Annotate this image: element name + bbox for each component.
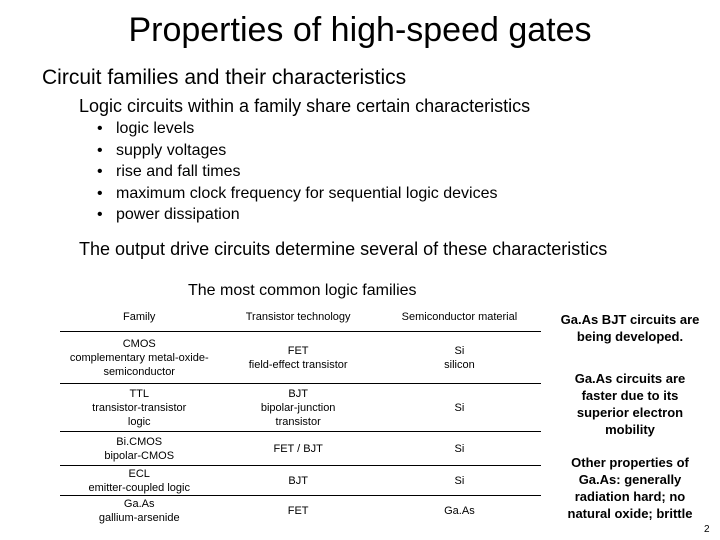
- cell-line: TTL: [129, 387, 149, 400]
- cell-line: transistor: [275, 415, 321, 428]
- cell-line: FET: [287, 504, 309, 517]
- material-cell: [378, 384, 541, 432]
- heading-circuit-families: Circuit families and their characteristics: [42, 66, 407, 89]
- family-cell: [60, 496, 218, 526]
- technology-cell: [218, 432, 377, 466]
- cell-line: Ga.As: [123, 497, 155, 510]
- cell-line: emitter-coupled logic: [88, 481, 190, 494]
- table-caption: The most common logic families: [188, 282, 417, 299]
- list-item-text: rise and fall times: [116, 163, 241, 181]
- note-line: natural oxide; brittle: [567, 506, 693, 521]
- heading-shared-characteristics: Logic circuits within a family share certain characteristics: [79, 96, 531, 116]
- list-item-text: supply voltages: [116, 141, 227, 159]
- cell-line: gallium-arsenide: [98, 511, 180, 524]
- cell-line: FET: [287, 344, 309, 357]
- family-cell: [60, 332, 218, 384]
- cell-line: Si: [454, 474, 465, 487]
- cell-line: silicon: [444, 358, 475, 371]
- cell-line: BJT: [288, 387, 308, 400]
- note-gaas-properties: [555, 454, 705, 522]
- table-row: [60, 432, 541, 466]
- cell-line: Si: [454, 344, 465, 357]
- cell-line: bipolar-CMOS: [104, 449, 175, 462]
- header-transistor-technology: Transistor technology: [218, 303, 377, 332]
- cell-line: logic: [127, 415, 151, 428]
- list-item: [97, 204, 498, 226]
- note-line: radiation hard; no: [574, 489, 686, 504]
- table-row: [60, 332, 541, 384]
- note-line: faster due to its: [581, 388, 679, 403]
- family-cell: [60, 384, 218, 432]
- cell-line: complementary metal-oxide-: [69, 351, 209, 364]
- list-item: [97, 140, 498, 162]
- bullet-icon: •: [97, 141, 103, 159]
- bullet-icon: •: [97, 163, 103, 181]
- slide-title: Properties of high-speed gates: [128, 11, 592, 49]
- cell-line: semiconductor: [103, 365, 175, 378]
- cell-line: ECL: [128, 467, 150, 480]
- note-line: Other properties of: [571, 455, 689, 470]
- note-line: being developed.: [576, 329, 684, 344]
- note-gaas-bjt: [555, 311, 705, 345]
- list-item: [97, 183, 498, 205]
- note-gaas-speed: [555, 370, 705, 438]
- table-row: [60, 384, 541, 432]
- cell-line: Si: [454, 401, 465, 414]
- technology-cell: [218, 496, 377, 526]
- family-cell: [60, 432, 218, 466]
- table-header-row: [60, 303, 541, 332]
- list-item: [97, 118, 498, 140]
- technology-cell: [218, 332, 377, 384]
- cell-line: FET / BJT: [273, 442, 323, 455]
- technology-cell: [218, 466, 377, 496]
- material-cell: [378, 496, 541, 526]
- note-line: Ga.As circuits are: [574, 371, 686, 386]
- heading-output-drive: The output drive circuits determine several of these characteristics: [79, 239, 608, 259]
- cell-line: CMOS: [122, 337, 156, 350]
- list-item-text: maximum clock frequency for sequential logic devices: [116, 184, 498, 202]
- list-item-text: logic levels: [116, 120, 195, 137]
- note-line: superior electron: [576, 405, 684, 420]
- cell-line: Bi.CMOS: [116, 435, 163, 448]
- family-cell: [60, 466, 218, 496]
- cell-line: field-effect transistor: [248, 358, 348, 371]
- cell-line: BJT: [288, 474, 308, 487]
- table-row: [60, 466, 541, 496]
- table-row: [60, 496, 541, 526]
- bullet-icon: •: [97, 184, 103, 202]
- technology-cell: [218, 384, 377, 432]
- logic-families-table: [60, 303, 541, 526]
- material-cell: [378, 432, 541, 466]
- bullet-icon: •: [97, 120, 103, 137]
- note-line: mobility: [605, 422, 655, 437]
- header-family: Family: [60, 303, 218, 332]
- note-line: Ga.As BJT circuits are: [560, 312, 700, 327]
- header-semiconductor-material: Semiconductor material: [378, 303, 541, 332]
- cell-line: Ga.As: [444, 504, 475, 517]
- material-cell: [378, 332, 541, 384]
- page-number: 2: [704, 524, 710, 535]
- list-item: [97, 161, 498, 183]
- bullet-icon: •: [97, 206, 103, 224]
- cell-line: transistor-transistor: [92, 401, 187, 414]
- characteristics-list: [97, 118, 498, 226]
- note-line: Ga.As: generally: [578, 472, 682, 487]
- list-item-text: power dissipation: [116, 206, 240, 224]
- material-cell: [378, 466, 541, 496]
- cell-line: bipolar-junction: [260, 401, 336, 414]
- cell-line: Si: [454, 442, 465, 455]
